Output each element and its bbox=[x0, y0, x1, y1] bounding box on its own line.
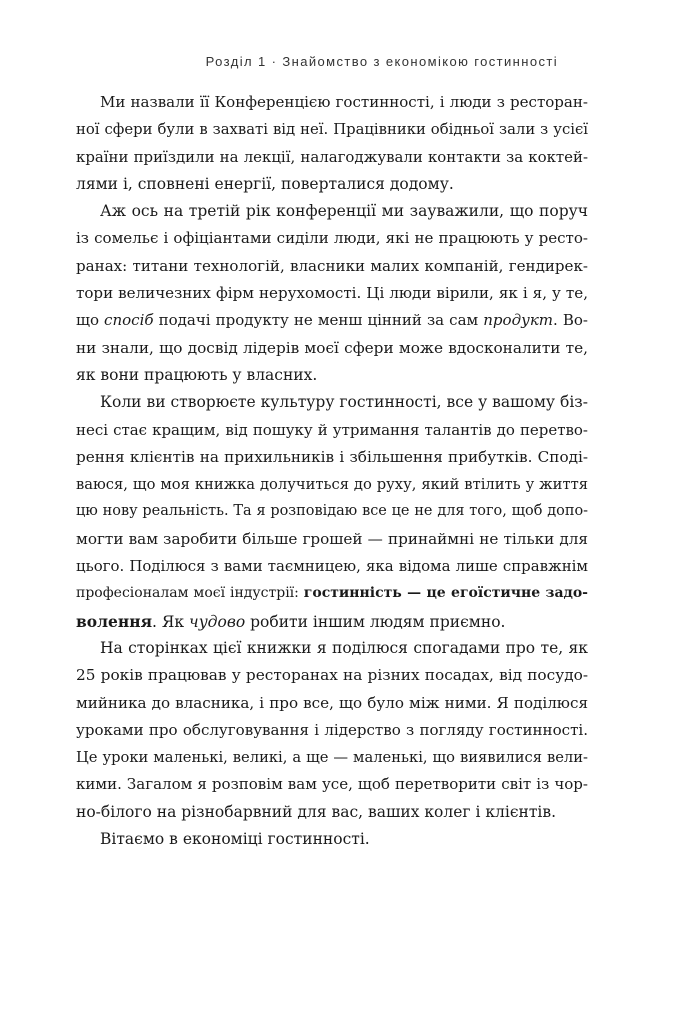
p3-line-4: ваюся, що моя книжка долучиться до руху, який втілить у життя bbox=[76, 476, 588, 494]
p1-line-3: країни приїздили на лекції, налагоджували контакти за коктей- bbox=[76, 147, 588, 166]
p2-line-5-part: подачі продукту не менш цінний за сам bbox=[153, 311, 484, 330]
p2-line-4: тори величезних фірм нерухомості. Ці люди вірили, як і я, у те, bbox=[76, 284, 588, 303]
p2-line-1: Аж ось на третій рік конференції ми зауважили, що поруч bbox=[100, 202, 588, 221]
p3-line-3: рення клієнтів на прихильників і збільшення прибутків. Сподi- bbox=[76, 447, 588, 466]
body-text bbox=[76, 89, 588, 853]
italic-emphasis: чудово bbox=[189, 612, 246, 631]
p4-line-5: Це уроки маленькі, великі, а ще — маленькі, що виявилися вели- bbox=[76, 749, 588, 767]
p3-line-6: могти вам заробити більше грошей — принаймні не тільки для bbox=[76, 529, 588, 548]
p2-line-2: із сомельє і офіціантами сиділи люди, які не працюють у ресто- bbox=[76, 229, 588, 248]
p2-line-6: ни знали, що досвід лідерів моєї сфери може вдосконалити те, bbox=[76, 338, 588, 357]
p1-line-4: лями і, сповнені енергії, поверталися додому. bbox=[76, 174, 454, 193]
p4-line-2: 25 років працював у ресторанах на різних посадах, від посудо- bbox=[76, 666, 588, 685]
p3-line-9-part: робити іншим людям приємно. bbox=[245, 612, 506, 631]
p3-line-8 bbox=[76, 580, 588, 607]
p2-line-5-part: . Во- bbox=[553, 311, 588, 330]
p4-line-3: мийника до власника, і про все, що було між ними. Я поділюся bbox=[76, 693, 588, 712]
p2-line-5 bbox=[76, 307, 588, 334]
p5-line-1: Вітаємо в економіці гостинності. bbox=[100, 830, 370, 849]
p2-line-7: як вони працюють у власних. bbox=[76, 365, 318, 384]
bold-emphasis: гостинність — це егоїстичне задо- bbox=[303, 585, 588, 602]
p3-line-1: Коли ви створюєте культуру гостинності, все у вашому біз- bbox=[100, 393, 588, 412]
italic-emphasis: продукт bbox=[483, 311, 554, 330]
p1-line-2: ної сфери були в захваті від неї. Працівники обідньої зали з усієї bbox=[76, 121, 588, 139]
bold-emphasis: волення bbox=[76, 611, 153, 631]
p3-line-5: цю нову реальність. Та я розповідаю все це не для того, щоб допо- bbox=[76, 503, 588, 520]
p4-line-1: На сторінках цієї книжки я поділюся спогадами про те, як bbox=[100, 638, 588, 657]
italic-emphasis: спосіб bbox=[104, 311, 154, 330]
p3-line-2: несі стає кращим, від пошуку й утримання талантів до перетво- bbox=[76, 420, 588, 439]
p3-line-9 bbox=[76, 608, 588, 635]
p3-line-8-part: професіоналам моєї індустрії: bbox=[76, 585, 304, 602]
running-head: Розділ 1 · Знайомство з економікою гостинності bbox=[205, 54, 558, 69]
p2-line-3: ранах: титани технологій, власники малих компаній, гендирек- bbox=[76, 256, 588, 275]
p4-line-7: но-білого на різнобарвний для вас, ваших колег і клієнтів. bbox=[76, 802, 557, 821]
p3-line-7: цього. Поділюся з вами таємницею, яка відома лише справжнім bbox=[76, 557, 588, 576]
p1-line-1: Ми назвали її Конференцією гостинності, і люди з ресторан- bbox=[100, 93, 588, 111]
p2-line-5-part: що bbox=[76, 311, 105, 330]
p3-line-9-part: . Як bbox=[152, 612, 190, 631]
p4-line-6: кими. Загалом я розповім вам усе, щоб перетворити світ із чор- bbox=[76, 775, 588, 794]
p4-line-4: уроками про обслуговування і лідерство з погляду гостинності. bbox=[76, 720, 588, 739]
